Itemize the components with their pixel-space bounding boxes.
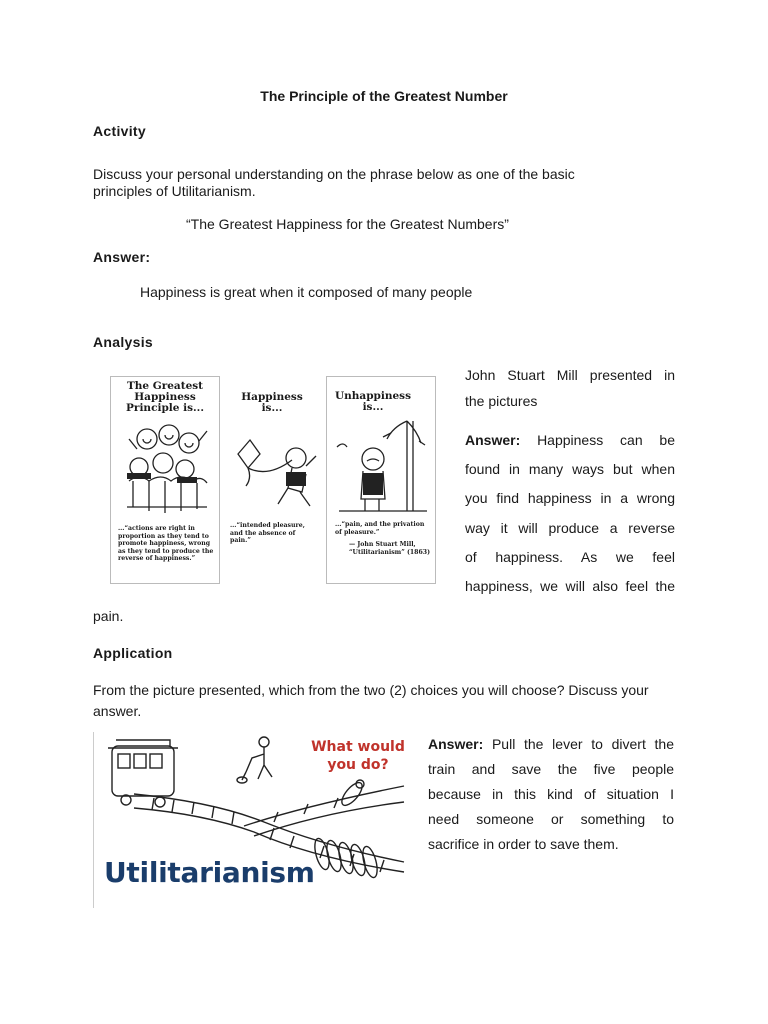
attribution-line: — John Stuart Mill, [349, 541, 416, 548]
application-answer-line: need someone or something to [428, 811, 674, 827]
analysis-answer-text: Happiness can be [537, 432, 676, 448]
analysis-answer [465, 426, 675, 601]
application-answer-line: sacrifice in order to save them. [428, 836, 619, 852]
panel-caption: ...“actions are right in proportion as they tend to promote happiness, wrong as they tend to produce the reverse of happiness.” [118, 525, 214, 562]
activity-answer-text: Happiness is great when it composed of many people [140, 284, 473, 300]
panel-title: Unhappiness is... [334, 390, 412, 413]
panel-attribution [349, 541, 433, 556]
application-prompt-line: From the picture presented, which from the two (2) choices you will choose? Discuss your [93, 682, 649, 698]
image-heading-line: What would [311, 739, 405, 755]
analysis-intro-line: the pictures [465, 393, 538, 409]
page-title: The Principle of the Greatest Number [260, 88, 508, 104]
mill-cartoon-panels [110, 376, 436, 584]
application-prompt [93, 680, 683, 722]
analysis-intro-line: John Stuart Mill presented in [465, 367, 675, 383]
panel-title: The Greatest Happiness Principle is... [126, 380, 204, 414]
analysis-answer-line: you find happiness in a wrong [465, 490, 675, 507]
application-prompt-line: answer. [93, 703, 142, 719]
analysis-answer-line: found in many ways but when [465, 461, 675, 478]
activity-prompt-line: Discuss your personal understanding on the phrase below as one of the basic [93, 166, 575, 182]
analysis-answer-line: of happiness. As we feel [465, 548, 675, 565]
activity-prompt-line: principles of Utilitarianism. [93, 183, 256, 199]
application-answer-line: train and save the five people [428, 761, 674, 777]
image-heading-line: you do? [327, 757, 389, 773]
analysis-answer-line: way it will produce a reverse [465, 519, 675, 536]
activity-quote: “The Greatest Happiness for the Greatest Numbers” [186, 216, 509, 232]
application-answer [428, 732, 674, 857]
panel-caption: ...“pain, and the privation of pleasure.” [335, 521, 425, 536]
analysis-heading: Analysis [93, 334, 153, 350]
utilitarianism-word: Utilitarianism [104, 856, 315, 889]
panel-caption: ...“intended pleasure, and the absence of pain.” [230, 522, 305, 544]
sad-kid-tree-drawing-icon [333, 417, 429, 517]
application-answer-line [428, 732, 674, 757]
activity-prompt [93, 166, 653, 200]
application-heading: Application [93, 645, 173, 661]
panel-unhappiness [326, 376, 436, 584]
analysis-intro [465, 362, 675, 414]
activity-answer-label: Answer: [93, 249, 151, 265]
analysis-answer-line [465, 426, 675, 455]
kite-kid-drawing-icon [224, 436, 320, 516]
panel-happiness [220, 376, 320, 582]
analysis-answer-label: Answer: [465, 432, 521, 448]
panel-greatest-happiness [110, 376, 220, 584]
attribution-line: “Utilitarianism” (1863) [349, 548, 431, 556]
panel-title: Happiness is... [241, 391, 303, 414]
trolley-problem-image [93, 732, 412, 908]
application-answer-label: Answer: [428, 736, 484, 752]
happy-kids-drawing-icon [119, 421, 211, 517]
application-answer-text: Pull the lever to divert the [491, 736, 675, 752]
what-would-you-do-heading [310, 738, 406, 774]
analysis-answer-continued: pain. [93, 608, 124, 624]
activity-heading: Activity [93, 123, 146, 139]
application-answer-line: because in this kind of situation I [428, 786, 674, 802]
analysis-answer-line: happiness, we will also feel the [465, 578, 675, 595]
